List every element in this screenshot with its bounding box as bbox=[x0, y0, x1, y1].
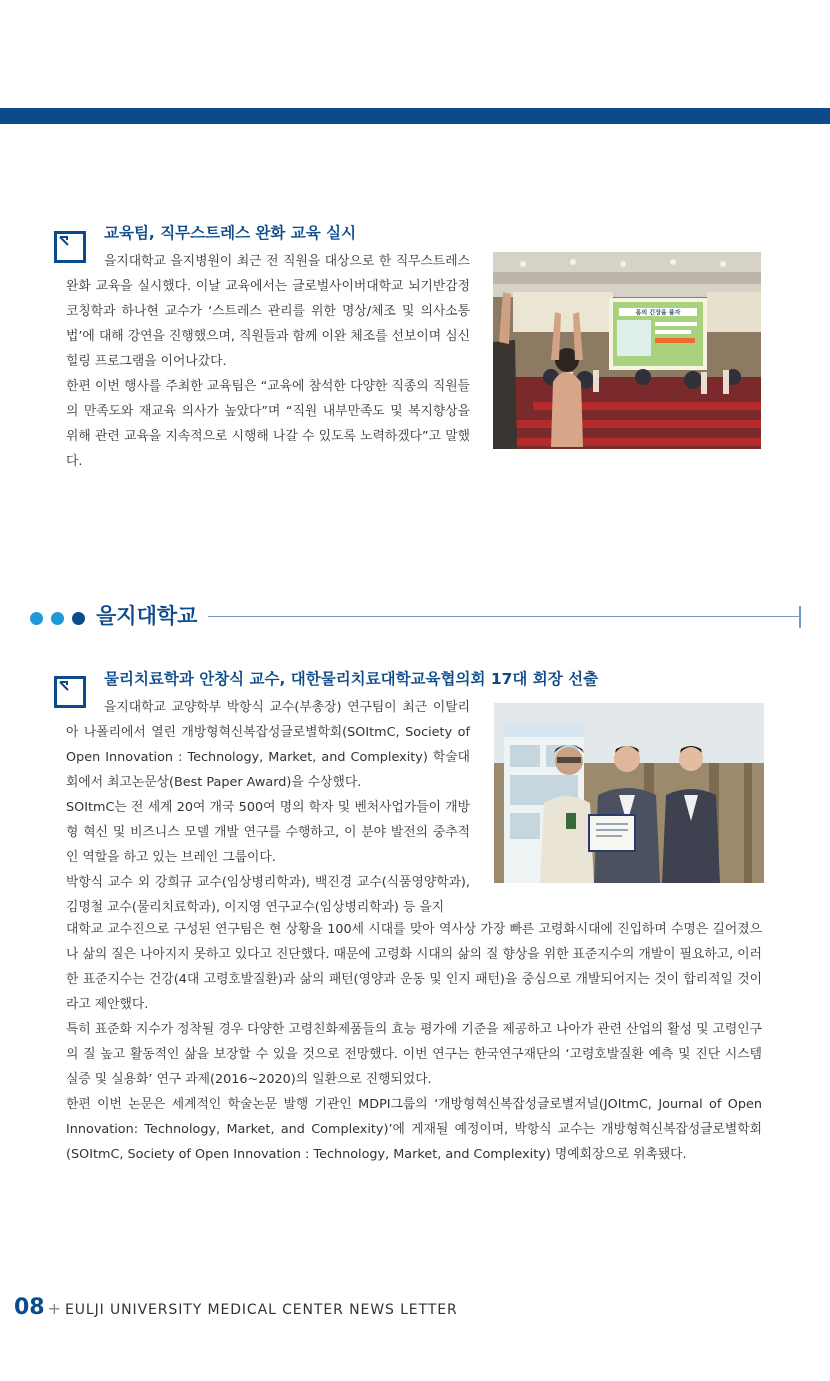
bullet-dot-icon bbox=[72, 612, 85, 625]
article-title: 물리치료학과 안창식 교수, 대한물리치료대학교육협의회 17대 회장 선출 bbox=[104, 670, 599, 688]
plus-icon: + bbox=[47, 1299, 62, 1318]
slide-title: 몸의 긴장을 풀자 bbox=[635, 309, 681, 317]
article-paragraph: 특히 표준화 지수가 정착될 경우 다양한 고령친화제품들의 효능 평가에 기준을 제공하고 나아가 관련 산업의 활성 및 고령인구의 질 높고 활동적인 삶을 보장할 수 있을 것으로 전망했다. 이번 연구는 한국연구재단의 ‘고령호발질환 예측 및 진단 시스템 실증 및 실용화’ 연구 과제(2016~2020)의 일환으로 진행되었다. bbox=[66, 1022, 762, 1087]
article-paragraph: SOItmC는 전 세계 20여 개국 500여 명의 학자 및 벤처사업가들이 개방형 혁신 및 비즈니스 모델 개발 연구를 수행하고, 이 분야 발전의 중추적인 역할을 하고 있는 브레인 그룹이다. bbox=[66, 800, 470, 865]
bullet-dot-icon bbox=[51, 612, 64, 625]
page-footer bbox=[14, 1295, 458, 1321]
article-paragraph: 박항식 교수 외 강희규 교수(임상병리학과), 백진경 교수(식품영양학과), 김명철 교수(물리치료학과), 이지영 연구교수(임상병리학과) 등 을지 bbox=[66, 875, 470, 915]
article-paragraph: 대학교 교수진으로 구성된 연구팀은 현 상황을 100세 시대를 맞아 역사상 가장 빠른 고령화시대에 진입하며 수명은 길어졌으나 삶의 질은 나아지지 못하고 있다고 진단했다. 때문에 고령화 시대의 삶의 질 향상을 위한 표준지수의 개발이 필요하고, 이러한 표준지수는 건강(4대 고령호발질환)과 삶의 패턴(영양과 운동 및 인지 패턴)을 중심으로 개발되어지는 것이 합리적일 것이라고 제안했다. bbox=[66, 922, 762, 1012]
article-paragraph: 을지대학교 을지병원이 최근 전 직원을 대상으로 한 직무스트레스 완화 교육을 실시했다. 이날 교육에서는 글로벌사이버대학교 뇌기반감정코칭학과 하나현 교수가 ‘스트레스 관리를 위한 명상/체조 및 의사소통법’에 대해 강연을 진행했으며, 직원들과 함께 이완 체조를 선보이며 심신힐링 프로그램을 이어나갔다. bbox=[66, 254, 470, 369]
article-paragraph: 한편 이번 행사를 주최한 교육팀은 “교육에 참석한 다양한 직종의 직원들의 만족도와 재교육 의사가 높았다”며 “직원 내부만족도 및 복지향상을 위해 관련 교육을 지속적으로 시행해 나갈 수 있도록 노력하겠다”고 말했다. bbox=[66, 379, 470, 469]
section-header bbox=[30, 600, 802, 634]
top-header-bar bbox=[0, 108, 830, 124]
article-paragraph: 한편 이번 논문은 세계적인 학술논문 발행 기관인 MDPI그룹의 ‘개방형혁신복잡성글로별저널(JOItmC, Journal of Open Innovation: Technology, Market, and Complexity)’에 게재될 예정이며, 박항식 교수는 개방형혁신복잡성글로별학회(SOItmC, Society of Open Innovation : Technology, Market, and Complexity) 명예회장으로 위촉됐다. bbox=[66, 1097, 762, 1162]
page-number: 08 bbox=[14, 1295, 45, 1320]
stress-relief-class-photo bbox=[493, 252, 761, 449]
bullet-dot-icon bbox=[30, 612, 43, 625]
article-paragraph: 을지대학교 교양학부 박항식 교수(부총장) 연구팀이 최근 이탈리아 나폴리에서 열린 개방형혁신복잡성글로별학회(SOItmC, Society of Open Innovation : Technology, Market, and Complexity) 학술대회에서 최고논문상(Best Paper Award)을 수상했다. bbox=[66, 700, 470, 790]
article-body bbox=[66, 249, 470, 474]
article-title: 교육팀, 직무스트레스 완화 교육 실시 bbox=[104, 224, 357, 242]
section-title: 을지대학교 bbox=[96, 604, 198, 628]
article-body-top bbox=[66, 695, 470, 920]
article-body-bottom bbox=[66, 917, 762, 1167]
section-divider-line bbox=[208, 616, 800, 617]
newsletter-name: EULJI UNIVERSITY MEDICAL CENTER NEWS LETTER bbox=[65, 1302, 458, 1318]
award-ceremony-photo bbox=[494, 703, 764, 883]
section-divider-end bbox=[799, 606, 801, 628]
